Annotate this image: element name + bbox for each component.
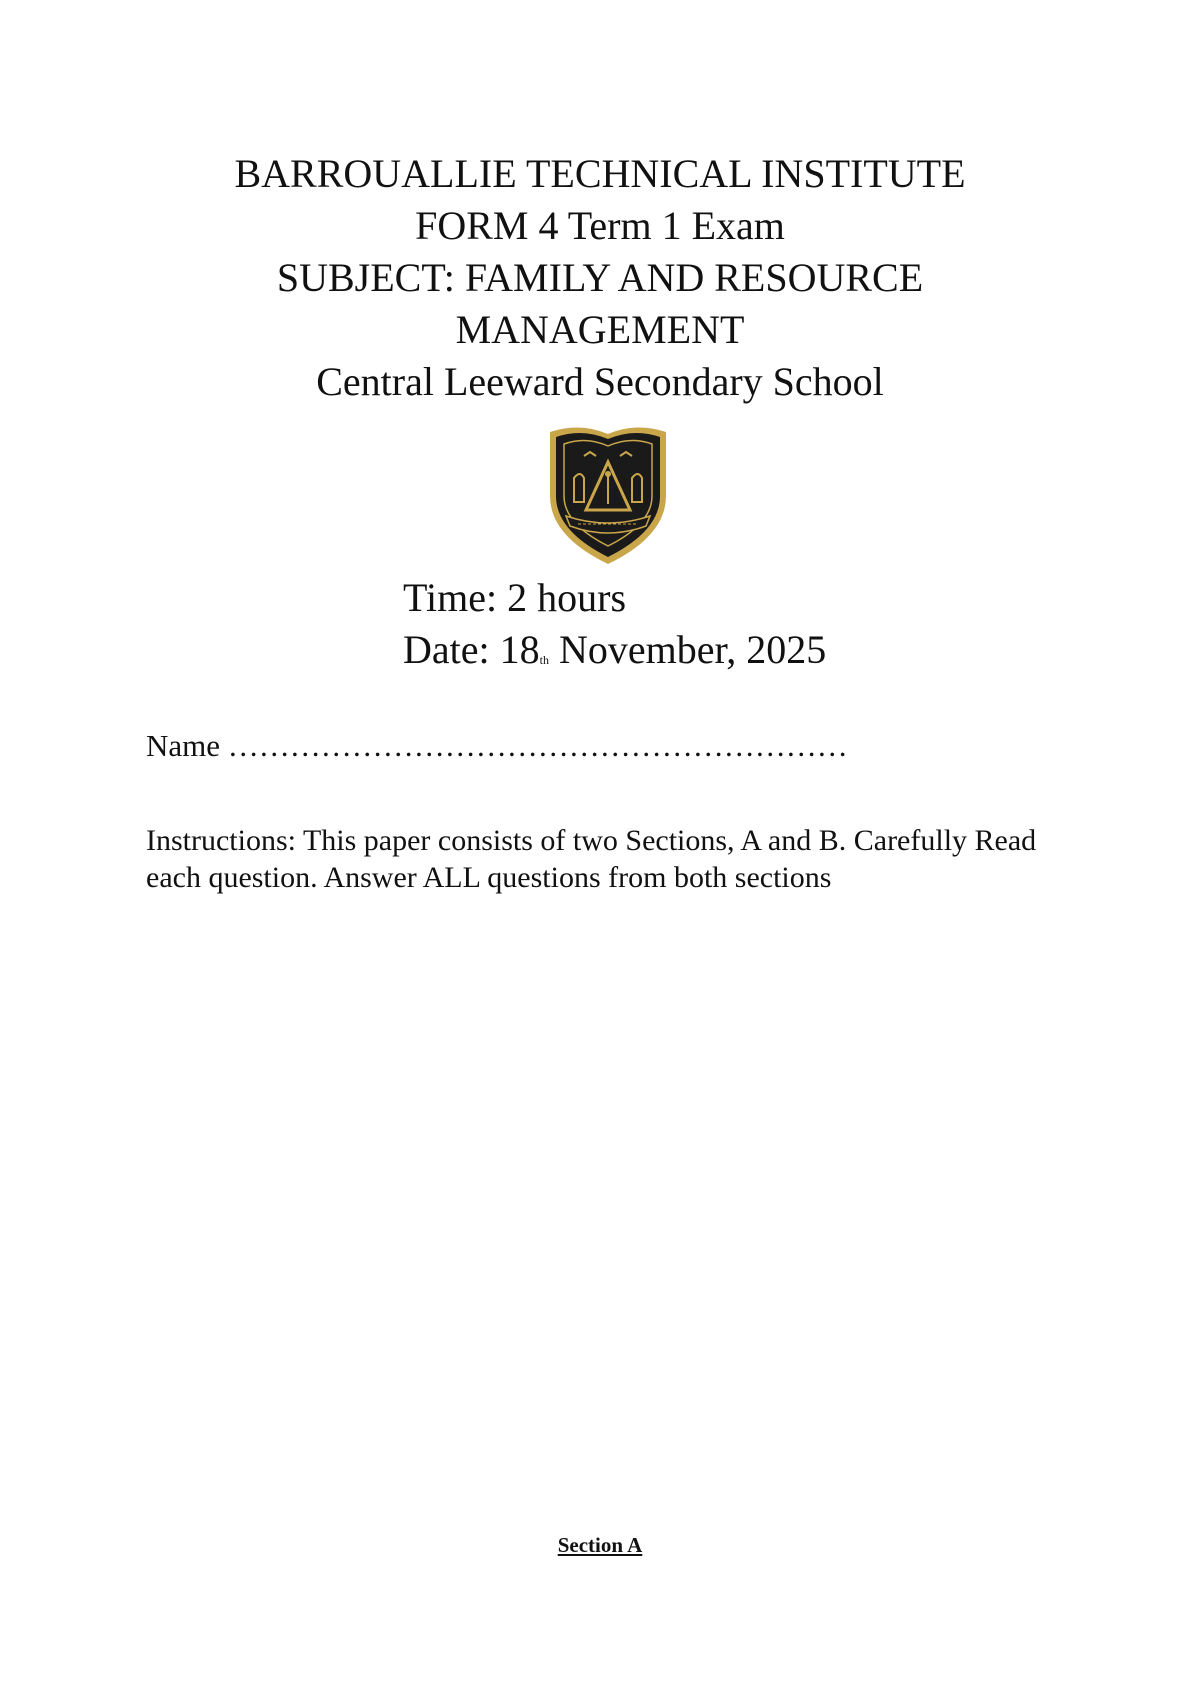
exam-date [403, 624, 826, 676]
name-dotted-line[interactable]: …………………………………………………… [227, 728, 848, 763]
exam-date-prefix: Date: 18 [403, 627, 540, 672]
subject-line-1: SUBJECT: FAMILY AND RESOURCE [276, 255, 924, 300]
name-label: Name [146, 728, 228, 763]
exam-date-suffix: th [539, 653, 549, 667]
exam-instructions: Instructions: This paper consists of two Sections, A and B. Carefully Read each question. Answer ALL questions from both sections [146, 824, 1037, 894]
exam-date-rest: November, 2025 [548, 627, 827, 672]
section-heading: Section A [557, 1533, 643, 1557]
student-name-field[interactable] [146, 726, 848, 766]
exam-meta [403, 572, 826, 676]
school-name: Central Leeward Secondary School [316, 359, 884, 404]
exam-header [0, 148, 1200, 408]
institution-name: BARROUALLIE TECHNICAL INSTITUTE [234, 151, 966, 196]
exam-title: FORM 4 Term 1 Exam [415, 203, 785, 248]
school-crest-icon [540, 418, 676, 568]
exam-time: Time: 2 hours [403, 575, 627, 620]
subject-line-2: MANAGEMENT [455, 307, 745, 352]
